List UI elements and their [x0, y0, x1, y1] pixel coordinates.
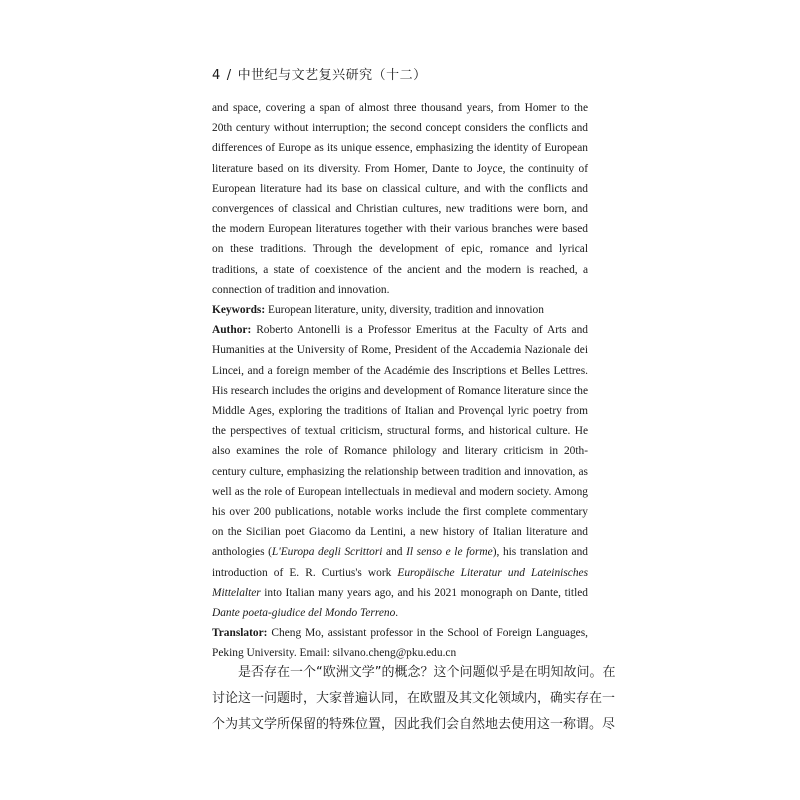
keywords-label: Keywords: [212, 304, 266, 317]
author-text-3: ), his translation and introduction of E. R. Curtius's work [212, 546, 588, 579]
author-paragraph [212, 320, 588, 623]
author-text-5: . [395, 607, 399, 620]
chinese-body-text [212, 660, 616, 738]
abstract-continuation: and space, covering a span of almost three thousand years, from Homer to the 20th century without interruption; the second concept considers the conflicts and differences of Europe as its unique essence, emphasizing the identity of European literature based on its diversity. From Homer, Dante to Joyce, the continuity of European literature had its base on classical culture, and with the conflicts and convergences of classical and Christian cultures, new traditions were born, and the modern European literatures together with their various branches were based on these traditions. Through the development of epic, romance and lyrical traditions, a state of coexistence of the ancient and the modern is reached, a connection of tradition and innovation. [212, 102, 588, 296]
body-line-3: 个为其文学所保留的特殊位置，因此我们会自然地去使用这一称谓。尽 [212, 717, 616, 732]
body-line-2: 讨论这一问题时，大家普遍认同，在欧盟及其文化领域内，确实存在一 [212, 691, 616, 706]
translator-label: Translator: [212, 627, 268, 640]
journal-title: 中世纪与文艺复兴研究（十二） [237, 68, 427, 83]
english-abstract [212, 98, 588, 664]
author-label: Author: [212, 324, 252, 337]
body-line-1: 是否存在一个“欧洲文学”的概念？这个问题似乎是在明知故问。在 [238, 665, 616, 680]
translator-text: Cheng Mo, assistant professor in the School of Foreign Languages, Peking University. Email: silvano.cheng@pku.edu.cn [212, 627, 588, 660]
author-text-4: into Italian many years ago, and his 2021 monograph on Dante, titled [260, 586, 588, 599]
author-work-title-4: Dante poeta-giudice del Mondo Terreno [212, 607, 396, 620]
author-text-2: and [382, 546, 407, 559]
page-number: 4 [212, 68, 221, 83]
translator-paragraph [212, 623, 588, 663]
keywords-paragraph [212, 300, 588, 320]
author-text-1: Roberto Antonelli is a Professor Emeritus at the Faculty of Arts and Humanities at the University of Rome, President of the Accademia Nazionale dei Lincei, and a foreign member of the Académie des Inscriptions et Belles Lettres. His research includes the origins and development of Romance literature since the Middle Ages, exploring the traditions of Italian and Provençal lyric poetry from the perspectives of textual criticism, structural forms, and historical culture. He also examines the role of Romance philology and literary criticism in 20th-century culture, emphasizing the relationship between tradition and innovation, as well as the role of European intellectuals in medieval and modern society. Among his over 200 publications, notable works include the first complete commentary on the Sicilian poet Giacomo da Lentini, a new history of Italian literature and anthologies ( [212, 324, 588, 559]
author-work-title-3: Europäische Literatur und Lateinisches Mittelalter [212, 566, 589, 599]
keywords-text: European literature, unity, diversity, tradition and innovation [265, 304, 544, 317]
author-work-title-1: L'Europa degli Scrittori [271, 546, 383, 559]
running-header [212, 64, 427, 83]
header-separator: / [226, 68, 232, 83]
author-work-title-2: Il senso e le forme [406, 546, 493, 559]
